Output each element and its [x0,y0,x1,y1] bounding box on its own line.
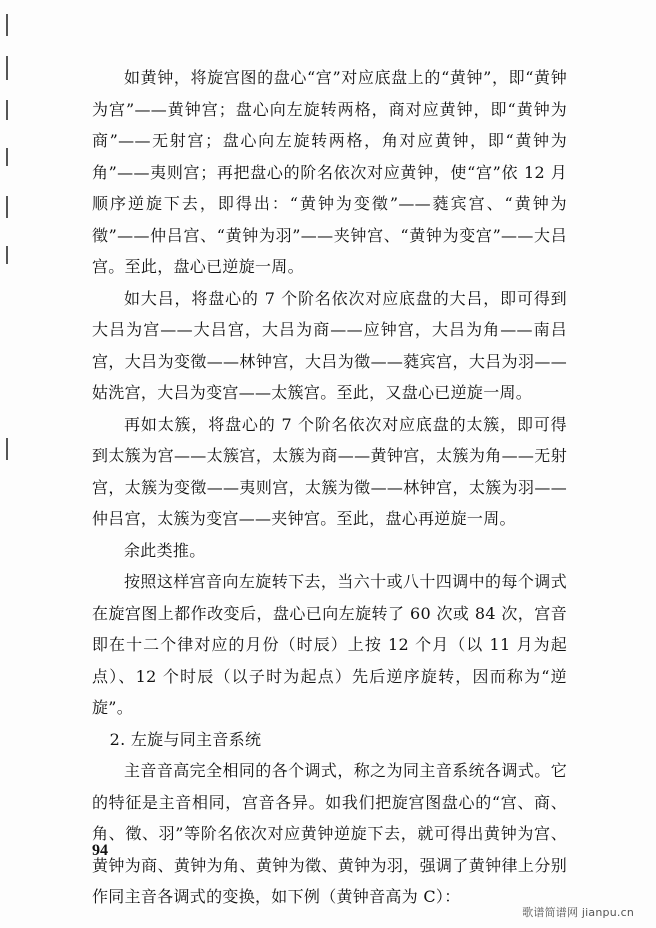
paragraph-taicu: 再如太簇，将盘心的 7 个阶名依次对应底盘的太簇，即可得到太簇为宫——太簇宫，太簇为商——黄钟宫，太簇为角——无射宫，太簇为变徵——夷则宫，太簇为徵——林钟宫，太簇为羽——仲吕宫，太簇为变宫——夹钟宫。至此，盘心再逆旋一周。 [92,414,567,528]
scan-edge-mark [6,14,8,36]
paragraph-huangzhong: 如黄钟，将旋宫图的盘心“宫”对应底盘上的“黄钟”，即“黄钟为宫”——黄钟宫；盘心向左旋转两格，商对应黄钟，即“黄钟为商”——无射宫；盘心向左旋转两格，角对应黄钟，即“黄钟为角”——夷则宫；再把盘心的阶名依次对应黄钟，使“宫”依 12 月顺序逆旋下去，即得出：“黄钟为变徵”——蕤宾宫、“黄钟为徵”——仲吕宫、“黄钟为羽”——夹钟宫、“黄钟为变宫”——大吕宫。至此，盘心已逆旋一周。 [92,68,567,276]
page-number: 94 [92,842,108,859]
body-text [92,62,567,913]
paragraph-tonic-system: 主音音高完全相同的各个调式，称之为同主音系统各调式。它的特征是主音相同，宫音各异。如我们把旋宫图盘心的“宫、商、角、徵、羽”等阶名依次对应黄钟逆旋下去，就可得出黄钟为宫、黄钟为商、黄钟为角、黄钟为徵、黄钟为羽，强调了黄钟律上分别作同主音各调式的变换，如下例（黄钟音高为 C）： [92,761,567,906]
paragraph-dalv: 如大吕，将盘心的 7 个阶名依次对应底盘的大吕，即可得到大吕为宫——大吕宫，大吕为商——应钟宫，大吕为角——南吕宫，大吕为变徵——林钟宫，大吕为徵——蕤宾宫，大吕为羽——姑洗宫，大吕为变宫——太簇宫。至此，又盘心已逆旋一周。 [92,288,567,402]
scan-edge-mark [6,148,8,166]
section-heading: 2. 左旋与同主音系统 [109,729,262,749]
site-watermark: 歌谱简谱网 jianpu.cn [522,906,634,919]
paragraph-etc: 余此类推。 [124,540,206,560]
scan-edge-mark [6,196,8,218]
scan-edge-mark [6,56,8,80]
scan-edge-mark [6,246,8,264]
paragraph-nixuan: 按照这样宫音向左旋转下去，当六十或八十四调中的每个调式在旋宫图上都作改变后，盘心已向左旋转了 60 次或 84 次，宫音即在十二个律对应的月份（时辰）上按 12 个月（以 11 月为起点）、12 个时辰（以子时为起点）先后逆序旋转，因而称为“逆旋”。 [92,572,567,717]
scan-edge-mark [6,100,8,120]
scan-edge-mark [6,438,8,460]
